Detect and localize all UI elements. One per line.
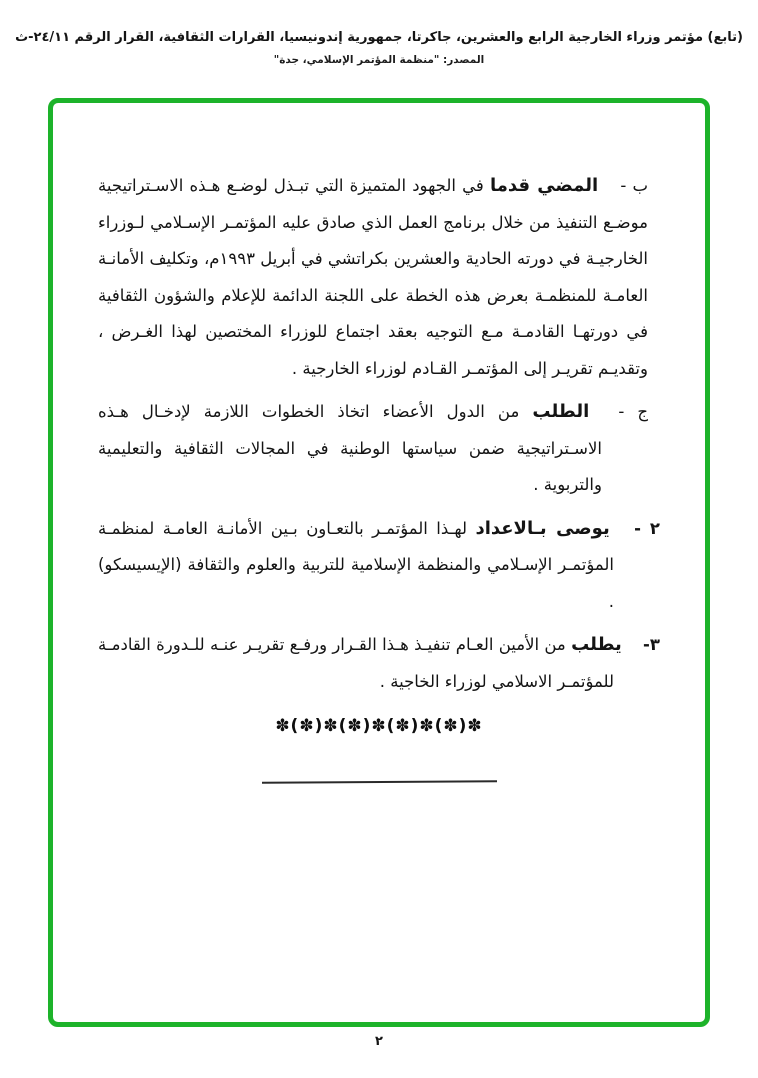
item-marker: ٢ -: [634, 518, 660, 538]
item-marker: ج -: [618, 402, 649, 421]
item-keyword: يطلب: [571, 634, 622, 655]
item-text: من الأمين العـام تنفيـذ هـذا القـرار ورفـع تقريـر عنـه للـدورة القادمـة للمؤتمـر الاسلامي لوزراء الخاجية .: [98, 635, 614, 691]
list-item-b: [98, 168, 648, 387]
header-title-line: (تابع) مؤتمر وزراء الخارجية الرابع والعشرين، جاكرتا، جمهورية إندونيسيا، القرارات الثقافية، القرار الرقم ٢٤/١١-ث: [15, 30, 743, 45]
item-text: في الجهود المتميزة التي تبـذل لوضـع هـذه الاسـتراتيجية موضـع التنفيذ من خلال برنامج العمل الذي صادق عليه المؤتمـر الإسـلامي لـوزراء الخارجيـة في دورته الحادية والعشرين بكراتشي في أبريل ١٩٩٣م، وتكليف الأمانـة العامـة للمنظمـة بعرض هذه الخطة على اللجنة الدائمة للإعلام والشؤون الثقافية في دورتهـا القادمـة مـع التوجيه بعقد اجتماع للوزراء المختصين لهذا الغـرض ، وتقديـم تقريـر إلى المؤتمـر القـادم لوزراء الخارجية .: [98, 176, 648, 378]
ornament-divider: ✽(✽)✽(✽)✽(✽)✽(✽)✽: [275, 716, 483, 736]
resolution-body: [98, 168, 660, 783]
document-header: [0, 30, 758, 66]
item-marker: ب -: [620, 176, 649, 195]
page-number: ٢: [375, 1034, 383, 1049]
item-keyword: يوصى بـالاعداد: [475, 517, 610, 539]
item-text: من الدول الأعضاء اتخاذ الخطوات اللازمة لإدخـال هـذه الاسـتراتيجية ضمن سياستها الوطنية في المجالات الثقافية والتعليمية والتربوية .: [98, 402, 602, 494]
list-item-2: [98, 511, 660, 621]
header-source-line: المصدر: "منظمة المؤتمر الإسلامي، جدة": [273, 54, 485, 66]
item-keyword: المضي قدما: [489, 175, 599, 196]
list-item-j: [98, 394, 648, 504]
item-marker: ٣-: [643, 635, 660, 654]
list-item-3: [98, 627, 660, 700]
item-text: لهـذا المؤتمـر بالتعـاون بـين الأمانـة العامـة لمنظمـة المؤتمـر الإسـلامي والمنظمة الإسلامية للتربية والعلوم والثقافة (الإيسيسكو) .: [98, 518, 614, 611]
item-keyword: الطلب: [532, 401, 590, 422]
